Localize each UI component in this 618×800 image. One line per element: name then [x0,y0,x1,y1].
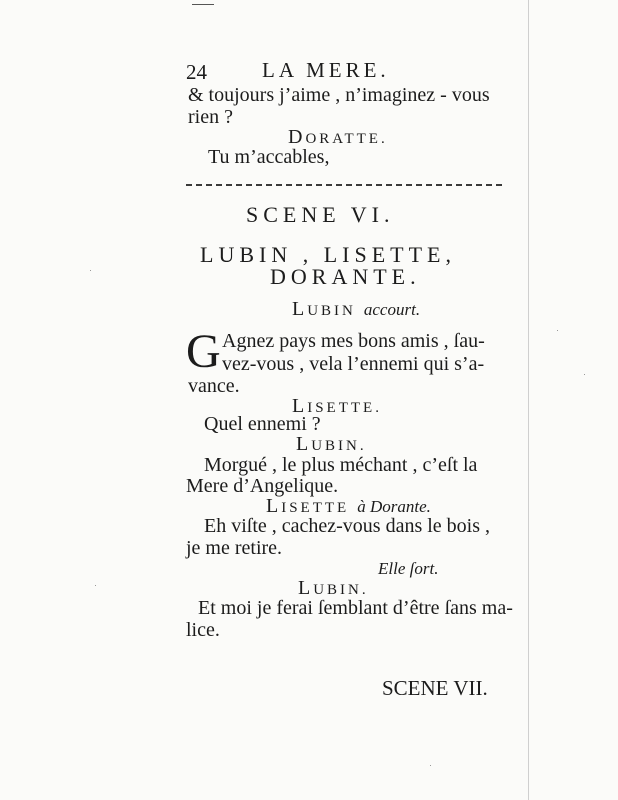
speaker-initial: L [296,433,312,455]
top-mark [192,4,214,5]
speaker-rest: ISETTE [281,500,350,516]
text-line: Morgué , le plus méchant , c’eſt la [204,454,478,476]
speaker-name [296,433,367,456]
speaker-name [292,298,420,321]
drop-cap: G [186,325,221,378]
text-line: lice. [186,619,220,641]
speaker-initial: L [292,298,308,320]
speck [90,270,91,271]
speaker-rest: UBIN. [311,438,367,454]
page-edge [528,0,529,800]
text-line: Tu m’accables, [208,146,330,168]
speaker-initial: D [288,126,306,148]
stage-direction: à Dorante. [357,497,431,516]
running-title: LA MERE. [262,58,390,82]
text-line: Agnez pays mes bons amis , ſau- [222,330,485,352]
text-line: Quel ennemi ? [204,413,321,435]
speaker-rest: ORATTE. [305,131,388,147]
speck [430,765,431,766]
stage-direction: Elle ſort. [378,559,439,578]
speck [584,374,585,375]
scene-title: SCENE VI. [246,202,395,227]
text-line: je me retire. [186,537,283,559]
text-line: vez-vous , vela l’ennemi qui s’a- [222,353,485,375]
divider-rule [186,184,502,186]
page-number: 24 [186,60,207,84]
characters-line: DORANTE. [270,264,421,289]
catchword: SCENE VII. [382,676,488,700]
text-line: rien ? [188,106,233,128]
speaker-rest: ISETTE. [307,400,382,416]
text-line: Eh viſte , cachez-vous dans le bois , [204,515,491,537]
speaker-initial: L [292,395,308,417]
text-line: Et moi je ferai ſemblant d’être ſans ma- [198,597,513,619]
stage-direction: accourt. [363,300,421,319]
speaker-initial: L [266,495,282,517]
speaker-initial: L [298,577,314,599]
speck [95,585,96,586]
text-line: vance. [188,375,240,397]
speck [557,330,558,331]
text-line: & toujours j’aime , n’imaginez - vous [188,84,490,106]
text-line: Mere d’Angelique. [186,475,339,497]
speaker-rest: UBIN [307,303,356,319]
speaker-rest: UBIN. [313,582,369,598]
characters-line: LUBIN , LISETTE, [200,242,456,267]
